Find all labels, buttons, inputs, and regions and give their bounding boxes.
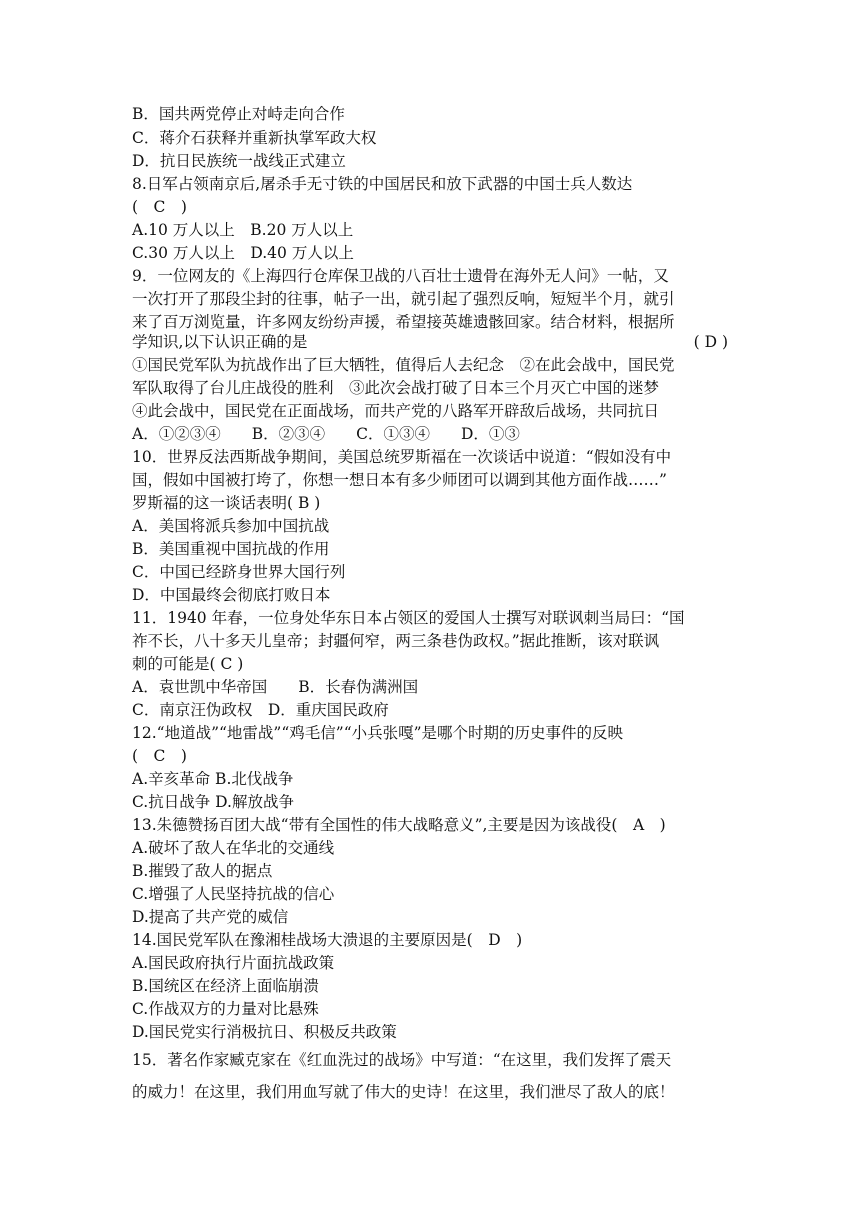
option-line: A．①②③④ B．②③④ C．①③④ D．①③ bbox=[132, 425, 520, 443]
answer-line: ( C ) bbox=[132, 747, 187, 765]
question-text: 来了百万浏览量，许多网友纷纷声援，希望接英雄遗骸回家。结合材料，根据所 bbox=[132, 313, 675, 331]
option-line: A.辛亥革命 B.北伐战争 bbox=[132, 770, 294, 788]
option-line: C.作战双方的力量对比悬殊 bbox=[132, 1000, 319, 1018]
answer-mark: ( D ) bbox=[693, 333, 728, 351]
option-line: C.抗日战争 D.解放战争 bbox=[132, 793, 294, 811]
question-8: 8.日军占领南京后,屠杀手无寸铁的中国居民和放下武器的中国士兵人数达 bbox=[132, 175, 633, 193]
option-line: A.破坏了敌人在华北的交通线 bbox=[132, 839, 335, 857]
question-text: 一次打开了那段尘封的往事，帖子一出，就引起了强烈反响，短短半个月，就引 bbox=[132, 290, 675, 308]
option-line: B.国统区在经济上面临崩溃 bbox=[132, 977, 319, 995]
option-line: D．抗日民族统一战线正式建立 bbox=[132, 152, 346, 170]
option-line: D.提高了共产党的威信 bbox=[132, 908, 289, 926]
option-line: C.增强了人民坚持抗战的信心 bbox=[132, 885, 335, 903]
question-12: 12.“地道战”“地雷战”“鸡毛信”“小兵张嘎”是哪个时期的历史事件的反映 bbox=[132, 724, 624, 742]
option-line: B．国共两党停止对峙走向合作 bbox=[132, 105, 345, 123]
question-text bbox=[132, 331, 728, 353]
question-text: 国，假如中国被打垮了，你想一想日本有多少师团可以调到其他方面作战……” bbox=[132, 471, 667, 489]
question-text: 祚不长，八十多天儿皇帝；封疆何窄，两三条巷伪政权。”据此推断，该对联讽 bbox=[132, 632, 660, 650]
question-15: 15．著名作家臧克家在《红血洗过的战场》中写道：“在这里，我们发挥了震天 bbox=[132, 1051, 672, 1069]
option-line: A．美国将派兵参加中国抗战 bbox=[132, 517, 330, 535]
option-line: D.国民党实行消极抗日、积极反共政策 bbox=[132, 1023, 397, 1041]
option-line: A.国民政府执行片面抗战政策 bbox=[132, 954, 335, 972]
answer-line: ( C ) bbox=[132, 198, 187, 216]
question-text: 罗斯福的这一谈话表明( B ) bbox=[132, 494, 321, 512]
option-line: C.30 万人以上 D.40 万人以上 bbox=[132, 244, 354, 262]
statement-line: 军队取得了台儿庄战役的胜利 ③此次会战打破了日本三个月灭亡中国的迷梦 bbox=[132, 379, 660, 397]
question-11: 11．1940 年春，一位身处华东日本占领区的爱国人士撰写对联讽刺当局曰：“国 bbox=[132, 609, 685, 627]
question-13: 13.朱德赞扬百团大战“带有全国性的伟大战略意义”,主要是因为该战役( A ) bbox=[132, 816, 666, 834]
statement-line: ④此会战中，国民党在正面战场，而共产党的八路军开辟敌后战场，共同抗日 bbox=[132, 402, 660, 420]
question-10: 10．世界反法西斯战争期间，美国总统罗斯福在一次谈话中说道：“假如没有中 bbox=[132, 448, 672, 466]
option-line: C．中国已经跻身世界大国行列 bbox=[132, 563, 346, 581]
option-line: C．南京汪伪政权 D．重庆国民政府 bbox=[132, 701, 389, 719]
question-9: 9．一位网友的《上海四行仓库保卫战的八百壮士遗骨在海外无人问》一帖，又 bbox=[132, 267, 669, 285]
question-text: 刺的可能是( C ) bbox=[132, 655, 244, 673]
question-14: 14.国民党军队在豫湘桂战场大溃退的主要原因是( D ) bbox=[132, 931, 523, 949]
statement-line: ①国民党军队为抗战作出了巨大牺牲，值得后人去纪念 ②在此会战中，国民党 bbox=[132, 356, 675, 374]
option-line: C．蒋介石获释并重新执掌军政大权 bbox=[132, 129, 377, 147]
option-line: B．美国重视中国抗战的作用 bbox=[132, 540, 330, 558]
option-line: A.10 万人以上 B.20 万人以上 bbox=[132, 221, 354, 239]
question-stem: 学知识,以下认识正确的是 bbox=[132, 333, 308, 351]
option-line: D．中国最终会彻底打败日本 bbox=[132, 586, 331, 604]
option-line: A．袁世凯中华帝国 B．长春伪满洲国 bbox=[132, 678, 419, 696]
question-text: 的威力！在这里，我们用血写就了伟大的史诗！在这里，我们泄尽了敌人的底！ bbox=[132, 1083, 675, 1101]
option-line: B.摧毁了敌人的据点 bbox=[132, 862, 273, 880]
